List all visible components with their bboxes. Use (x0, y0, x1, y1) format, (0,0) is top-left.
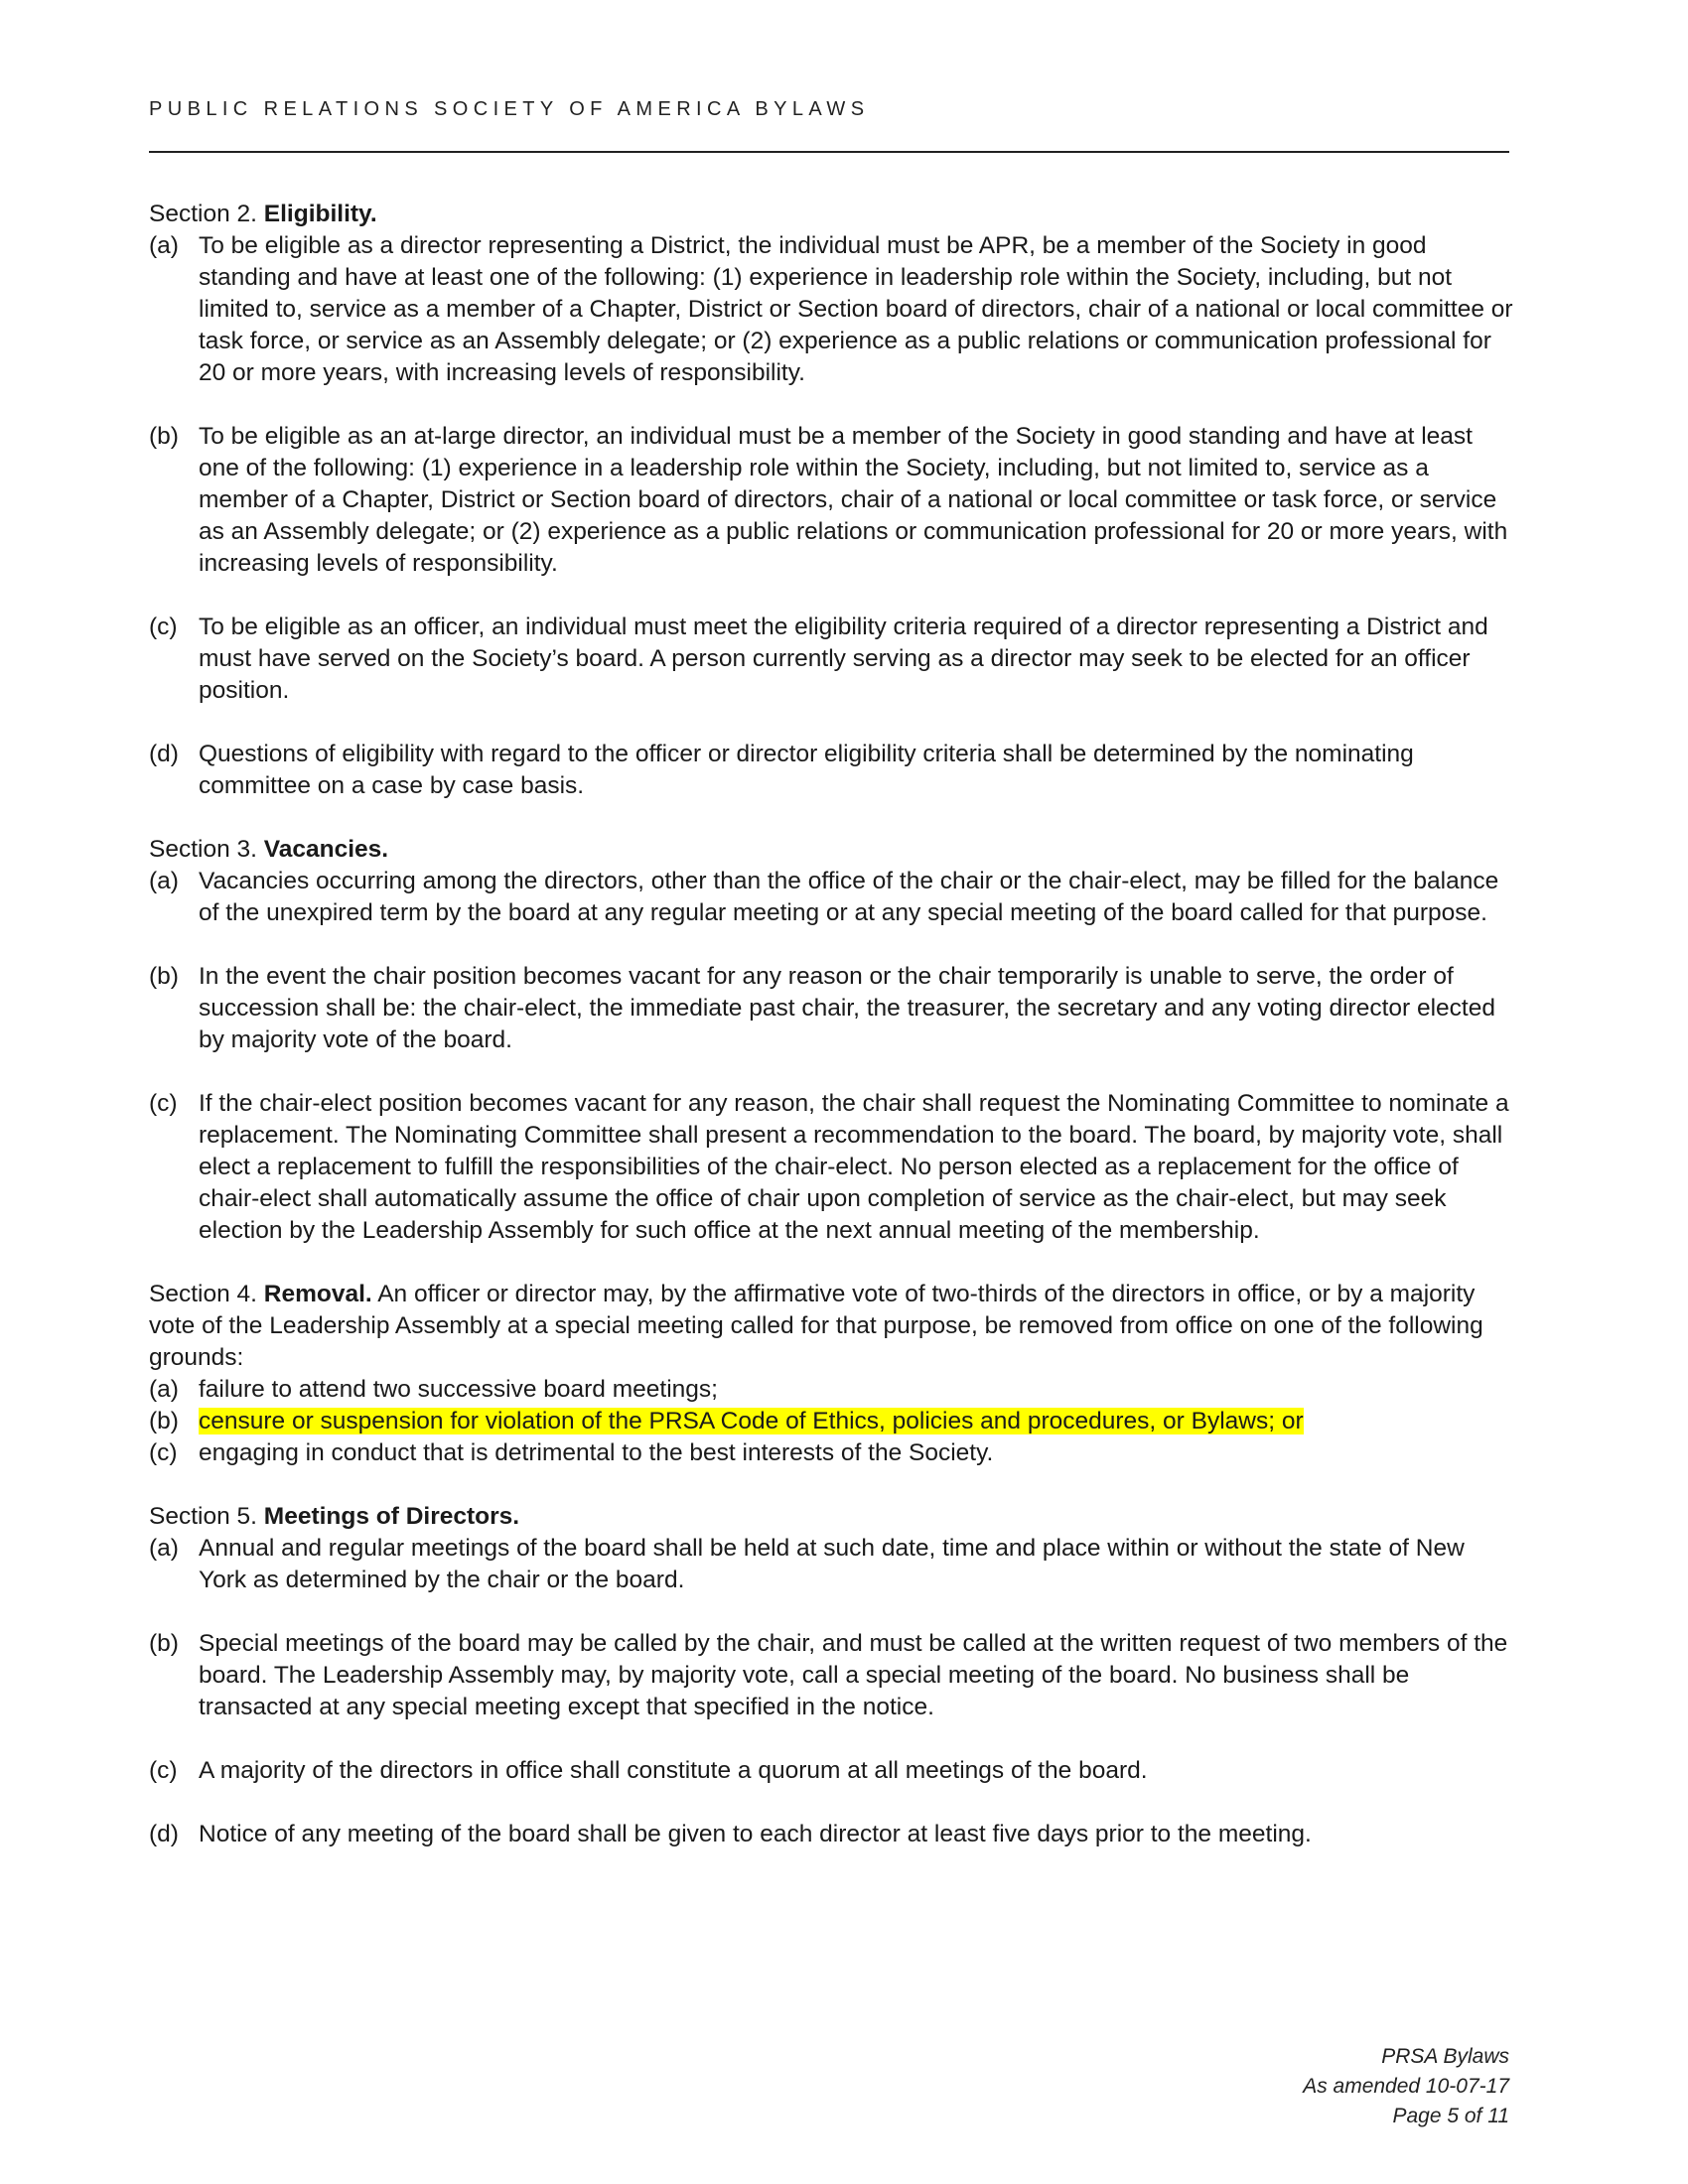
document-body (149, 199, 1514, 1850)
item-label: (c) (149, 1090, 178, 1117)
item-text: engaging in conduct that is detrimental to the best interests of the Society. (199, 1439, 994, 1466)
section-5-title: Meetings of Directors. (263, 1503, 520, 1530)
section-4-title: Removal. (263, 1281, 372, 1307)
item-label: (c) (149, 1757, 178, 1784)
item-label: (c) (149, 1439, 178, 1466)
section-2-item-c (149, 612, 1514, 707)
section-5-item-c (149, 1755, 1514, 1787)
item-text: Vacancies occurring among the directors, other than the office of the chair or the chair-elect, may be filled for the balance of the unexpired term by the board at any regular meeting or at any special meeting of the board called for that purpose. (199, 868, 1499, 926)
section-2-title: Eligibility. (263, 201, 377, 227)
item-label: (b) (149, 1630, 179, 1657)
section-5-item-d (149, 1819, 1514, 1850)
item-text: To be eligible as a director representing a District, the individual must be APR, be a member of the Society in good standing and have at least one of the following: (1) experience in leadership role within the Society, including, but not limited to, service as a member of a Chapter, District or Section board of directors, chair of a national or local committee or task force, or service as an Assembly delegate; or (2) experience as a public relations or communication professional for 20 or more years, with increasing levels of responsibility. (199, 232, 1513, 386)
highlighted-text: censure or suspension for violation of the PRSA Code of Ethics, policies and procedures, or Bylaws; or (199, 1408, 1304, 1434)
section-4-item-c (149, 1437, 1514, 1469)
item-text: failure to attend two successive board meetings; (199, 1376, 718, 1403)
running-header: PUBLIC RELATIONS SOCIETY OF AMERICA BYLAWS (149, 98, 870, 120)
section-2-heading (149, 199, 1514, 230)
item-text: If the chair-elect position becomes vacant for any reason, the chair shall request the Nominating Committee to nominate a replacement. The Nominating Committee shall present a recommendation to the board. The board, by majority vote, shall elect a replacement to fulfill the responsibilities of the chair-elect. No person elected as a replacement for the office of chair-elect shall automatically assume the office of chair upon completion of service as the chair-elect, but may seek election by the Leadership Assembly for such office at the next annual meeting of the membership. (199, 1090, 1509, 1244)
section-2-item-b (149, 421, 1514, 580)
footer-page-number: Page 5 of 11 (1392, 2105, 1509, 2127)
item-label: (a) (149, 1376, 179, 1403)
item-text: To be eligible as an at-large director, an individual must be a member of the Society in good standing and have at least one of the following: (1) experience in a leadership role within the Society, including, but not limited to, service as a member of a Chapter, District or Section board of directors, chair of a national or local committee or task force, or service as an Assembly delegate; or (2) experience as a public relations or communication professional for 20 or more years, with increasing levels of responsibility. (199, 423, 1508, 577)
section-4-intro: An officer or director may, by the affirmative vote of two-thirds of the directors in office, or by a majority vote of the Leadership Assembly at a special meeting called for that purpose, be removed from office on one of the following grounds: (149, 1281, 1483, 1371)
item-text: A majority of the directors in office shall constitute a quorum at all meetings of the board. (199, 1757, 1148, 1784)
section-3-item-b (149, 961, 1514, 1056)
item-label: (c) (149, 614, 178, 640)
item-label: (b) (149, 423, 179, 450)
section-2-item-a (149, 230, 1514, 389)
header-rule (149, 151, 1509, 153)
item-label: (a) (149, 1535, 179, 1562)
section-5-prefix: Section 5. (149, 1503, 257, 1530)
section-3-prefix: Section 3. (149, 836, 257, 863)
item-text: To be eligible as an officer, an individual must meet the eligibility criteria required of a director representing a District and must have served on the Society’s board. A person currently serving as a director may seek to be elected for an officer position. (199, 614, 1488, 704)
item-label: (b) (149, 1408, 179, 1434)
section-5-heading (149, 1501, 1514, 1533)
section-4-prefix: Section 4. (149, 1281, 257, 1307)
section-4-item-a (149, 1374, 1514, 1406)
item-label: (a) (149, 232, 179, 259)
item-label: (b) (149, 963, 179, 990)
section-3-heading (149, 834, 1514, 866)
footer-amended-date: As amended 10-07-17 (1303, 2075, 1509, 2098)
item-label: (a) (149, 868, 179, 894)
item-text: Questions of eligibility with regard to the officer or director eligibility criteria shall be determined by the nominating committee on a case by case basis. (199, 741, 1414, 799)
item-text: Special meetings of the board may be called by the chair, and must be called at the written request of two members of the board. The Leadership Assembly may, by majority vote, call a special meeting of the board. No business shall be transacted at any special meeting except that specified in the notice. (199, 1630, 1508, 1720)
section-4-heading (149, 1279, 1514, 1374)
item-text: Annual and regular meetings of the board shall be held at such date, time and place within or without the state of New York as determined by the chair or the board. (199, 1535, 1465, 1593)
page-footer (1303, 2042, 1509, 2131)
section-3-item-c (149, 1088, 1514, 1247)
section-2-item-d (149, 739, 1514, 802)
item-text: Notice of any meeting of the board shall be given to each director at least five days prior to the meeting. (199, 1821, 1312, 1847)
section-5-item-a (149, 1533, 1514, 1596)
item-text: In the event the chair position becomes vacant for any reason or the chair temporarily is unable to serve, the order of succession shall be: the chair-elect, the immediate past chair, the treasurer, the secretary and any voting director elected by majority vote of the board. (199, 963, 1495, 1053)
section-4-item-b (149, 1406, 1514, 1437)
section-5-item-b (149, 1628, 1514, 1723)
item-label: (d) (149, 741, 179, 767)
section-3-title: Vacancies. (263, 836, 389, 863)
item-label: (d) (149, 1821, 179, 1847)
footer-doc-title: PRSA Bylaws (1381, 2045, 1509, 2068)
section-2-prefix: Section 2. (149, 201, 257, 227)
section-3-item-a (149, 866, 1514, 929)
